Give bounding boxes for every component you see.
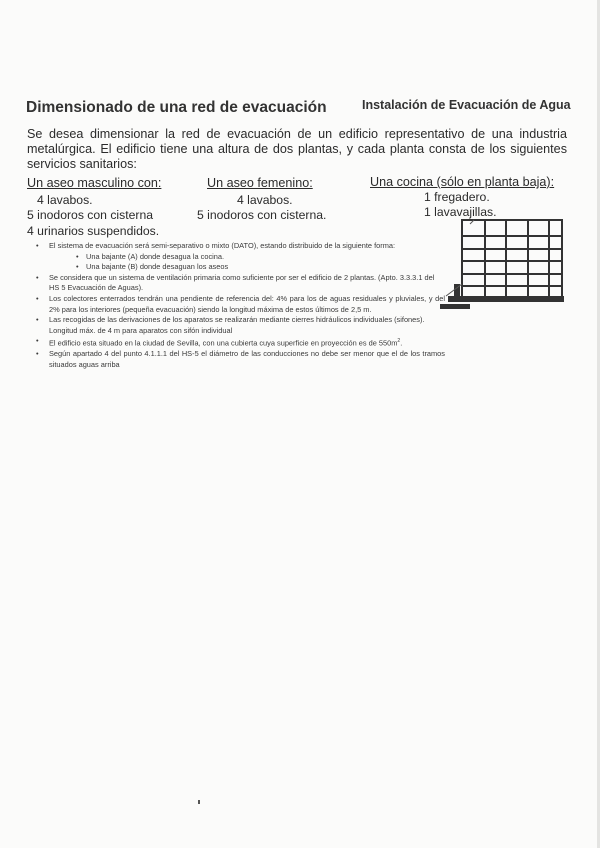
column-item: 4 lavabos.	[237, 193, 293, 207]
column-item: 4 lavabos.	[37, 193, 93, 207]
page-title: Dimensionado de una red de evacuación	[26, 99, 327, 116]
list-item: • Se considera que un sistema de ventilación primaria como suficiente por ser el edificio de 2 plantas. (Apto. 3.3.3.1 del HS 5 Evacuación de Aguas).	[35, 273, 445, 294]
sub-list	[49, 252, 445, 273]
building-section-sketch-icon	[440, 214, 568, 319]
list-item: • El sistema de evacuación será semi-separativo o mixto (DATO), estando distribuido de la siguiente forma: • Una bajante (A) donde desagua la cocina. • Una bajante (B) donde desaguan los aseos	[35, 241, 445, 273]
page-subtitle: Instalación de Evacuación de Agua	[362, 98, 571, 112]
sub-list-item: • Una bajante (A) donde desagua la cocina.	[76, 252, 445, 263]
column-heading-men: Un aseo masculino con:	[27, 176, 162, 190]
column-item: 1 fregadero.	[424, 190, 490, 204]
column-item: 5 inodoros con cisterna	[27, 208, 154, 222]
list-item: • Los colectores enterrados tendrán una pendiente de referencia del: 4% para los de aguas residuales y pluviales, y del 2% para los interiores (pequeña evacuación) siendo la longitud máxima de estos últimos de 2,5 m.	[35, 294, 445, 315]
column-item: 1 lavavajillas.	[424, 205, 497, 219]
intro-paragraph: Se desea dimensionar la red de evacuación de un edificio representativo de una industria metalúrgica. El edificio tiene una altura de dos plantas, y cada planta consta de los siguientes servicios sanitarios:	[27, 127, 567, 171]
column-item: 4 urinarios suspendidos.	[27, 224, 160, 238]
column-item: 5 inodoros con cisterna.	[197, 208, 327, 222]
scan-mark	[198, 800, 200, 804]
list-item: • Las recogidas de las derivaciones de los aparatos se realizarán mediante cierres hidráulicos individuales (sifones). Longitud máx. de 4 m para aparatos con sifón individual	[35, 315, 445, 336]
conditions-list	[35, 241, 445, 371]
sub-list-item: • Una bajante (B) donde desaguan los aseos	[76, 262, 445, 273]
list-item: • Según apartado 4 del punto 4.1.1.1 del HS-5 el diámetro de las conducciones no debe ser menor que el de los tramos situados aguas arriba	[35, 349, 445, 370]
column-heading-women: Un aseo femenino:	[207, 176, 313, 190]
column-heading-kitchen: Una cocina (sólo en planta baja):	[370, 175, 555, 189]
list-item: • El edificio esta situado en la ciudad de Sevilla, con una cubierta cuya superficie en proyección es de $550m^2$.	[35, 336, 445, 349]
